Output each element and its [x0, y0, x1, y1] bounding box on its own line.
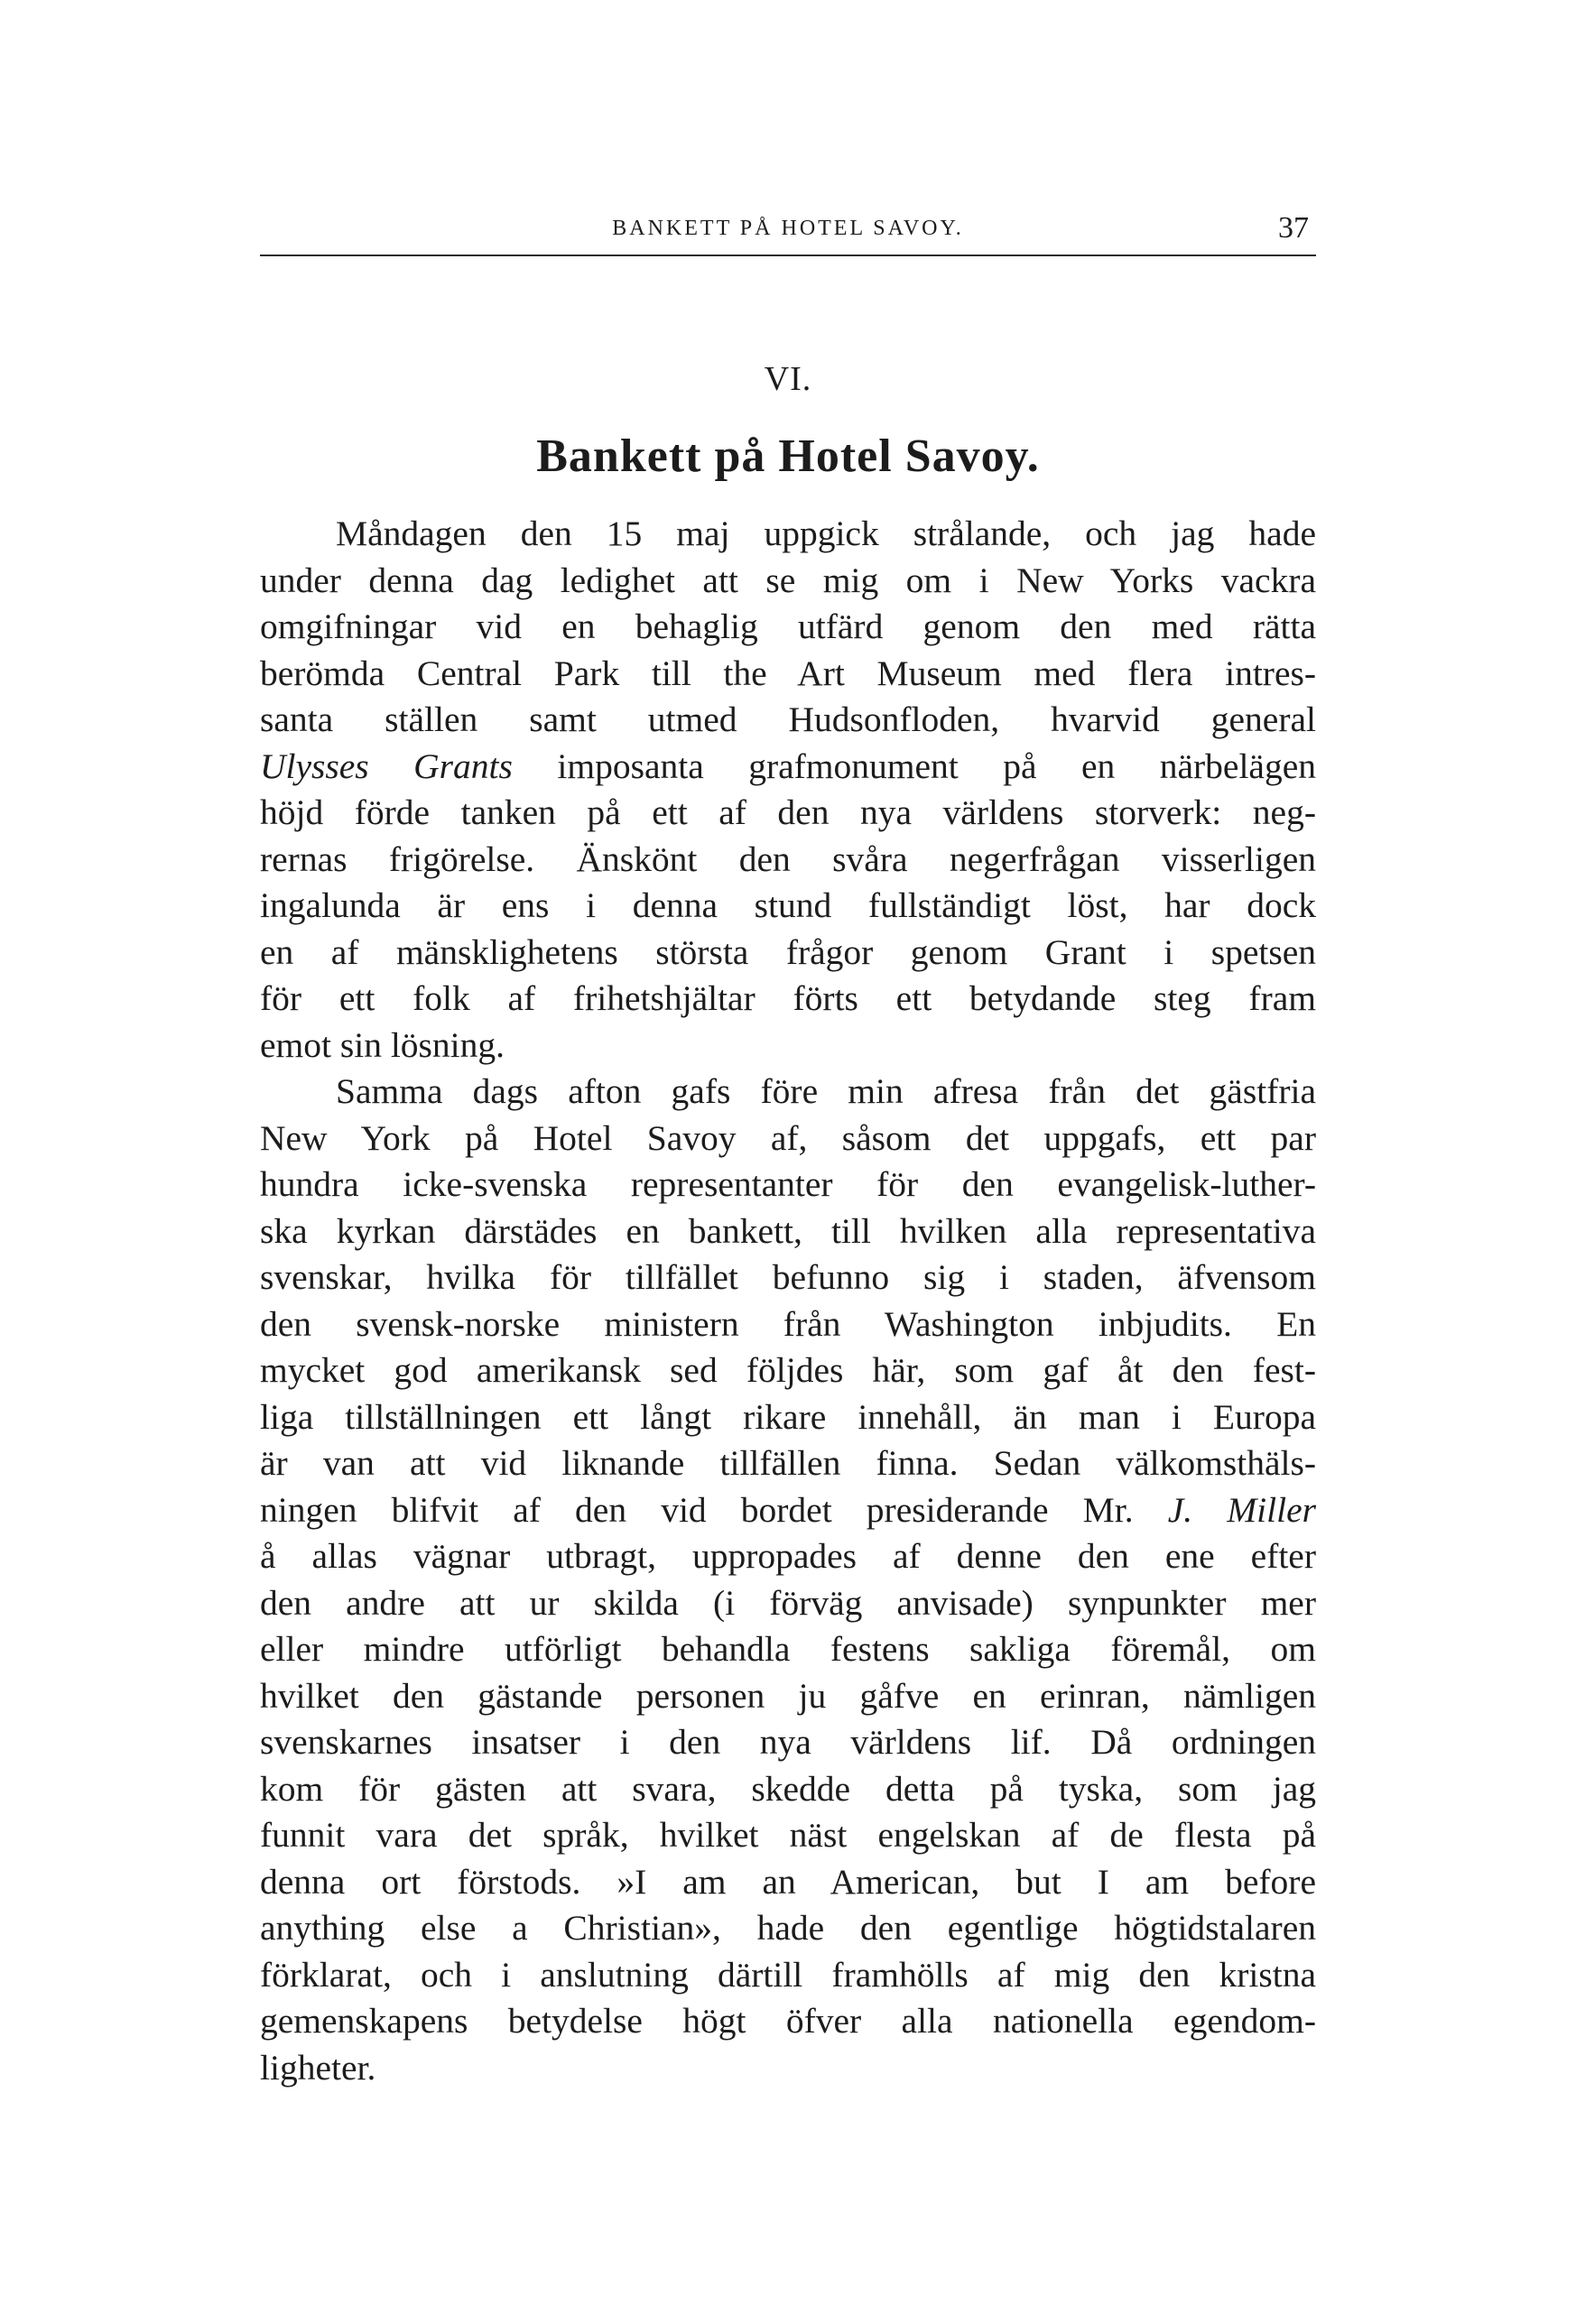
text-run: mycket god amerikansk sed följdes här, som gaf åt den fest- [260, 1350, 1316, 1390]
text-run: ska kyrkan därstädes en bankett, till hvilken alla representativa [260, 1210, 1316, 1251]
page-number: 37 [1278, 211, 1309, 245]
text-line [260, 1859, 1316, 1906]
text-line [260, 744, 1316, 791]
text-run: för ett folk af frihetshjältar förts ett betydande steg fram [260, 978, 1316, 1018]
text-run: å allas vägnar utbragt, uppropades af denne den ene efter [260, 1536, 1316, 1576]
text-run: svenskarnes insatser i den nya världens lif. Då ordningen [260, 1722, 1316, 1762]
text-line [260, 1905, 1316, 1952]
text-line [260, 1766, 1316, 1813]
text-run: emot sin lösning. [260, 1024, 505, 1065]
text-run: eller mindre utförligt behandla festens sakliga föremål, om [260, 1629, 1316, 1669]
text-line [260, 1255, 1316, 1301]
text-run: är van att vid liknande tillfällen finna. Sedan välkomsthäls- [260, 1443, 1316, 1483]
chapter-number: VI. [764, 360, 812, 398]
text-run: under denna dag ledighet att se mig om i New Yorks vackra [260, 560, 1316, 600]
text-line [260, 1116, 1316, 1162]
text-run: höjd förde tanken på ett af den nya världens storverk: neg- [260, 792, 1316, 832]
italic-text: Ulysses Grants [260, 745, 513, 786]
text-line [260, 1580, 1316, 1627]
text-run: imposanta grafmonument på en närbelägen [512, 745, 1316, 786]
text-line [260, 604, 1316, 651]
text-line [260, 1394, 1316, 1441]
text-line [260, 1533, 1316, 1580]
text-line [260, 976, 1316, 1023]
text-line [260, 1673, 1316, 1720]
text-run: Samma dags afton gafs före min afresa från det gästfria [336, 1071, 1316, 1111]
text-run: New York på Hotel Savoy af, såsom det uppgafs, ett par [260, 1117, 1316, 1158]
italic-text: J. Miller [1167, 1489, 1316, 1530]
text-line [260, 2045, 1316, 2092]
text-run: en af mänsklighetens största frågor genom Grant i spetsen [260, 931, 1316, 972]
text-line [260, 790, 1316, 837]
text-run: anything else a Christian», hade den egentlige högtidstalaren [260, 1908, 1316, 1948]
text-line [260, 1998, 1316, 2045]
text-line [260, 1208, 1316, 1255]
text-run: den svensk-norske ministern från Washington inbjudits. En [260, 1303, 1316, 1344]
text-line [260, 1626, 1316, 1673]
text-line [260, 651, 1316, 698]
paragraph [260, 1069, 1316, 2091]
chapter-title: Bankett på Hotel Savoy. [536, 431, 1040, 482]
text-line [260, 1440, 1316, 1487]
body-text [260, 511, 1316, 2091]
text-run: Måndagen den 15 maj uppgick strålande, och jag hade [336, 514, 1316, 553]
text-run: gemenskapens betydelse högt öfver alla nationella egendom- [260, 2001, 1316, 2041]
text-line [260, 1162, 1316, 1208]
text-line [260, 558, 1316, 605]
text-line [260, 837, 1316, 884]
text-run: förklarat, och i anslutning därtill framhölls af mig den kristna [260, 1954, 1316, 1995]
text-run: berömda Central Park till the Art Museum med flera intres- [260, 653, 1316, 693]
text-run: omgifningar vid en behaglig utfärd genom den med rätta [260, 606, 1316, 646]
text-line [260, 1069, 1316, 1116]
text-line [260, 697, 1316, 744]
text-line [260, 1023, 1316, 1069]
text-run: hundra icke-svenska representanter för den evangelisk-luther- [260, 1164, 1316, 1204]
text-line [260, 1952, 1316, 1999]
text-line [260, 1812, 1316, 1859]
paragraph [260, 511, 1316, 1069]
text-run: den andre att ur skilda (i förväg anvisade) synpunkter mer [260, 1582, 1316, 1623]
text-run: hvilket den gästande personen ju gåfve en erinran, nämligen [260, 1675, 1316, 1716]
text-line [260, 1347, 1316, 1394]
text-run: santa ställen samt utmed Hudsonfloden, hvarvid general [260, 699, 1316, 739]
text-run: ningen blifvit af den vid bordet presiderande Mr. [260, 1489, 1168, 1530]
text-run: ingalunda är ens i denna stund fullständigt löst, har dock [260, 885, 1316, 925]
text-run: ligheter. [260, 2047, 376, 2088]
text-run: funnit vara det språk, hvilket näst engelskan af de flesta på [260, 1815, 1316, 1855]
running-head [260, 211, 1316, 255]
running-title: BANKETT PÅ HOTEL SAVOY. [612, 217, 964, 240]
text-line [260, 1719, 1316, 1766]
text-line [260, 1301, 1316, 1348]
text-line [260, 1487, 1316, 1534]
header-rule [260, 255, 1316, 256]
text-line [260, 883, 1316, 930]
text-run: rernas frigörelse. Änskönt den svåra negerfrågan visserligen [260, 838, 1316, 879]
text-run: liga tillställningen ett långt rikare innehåll, än man i Europa [260, 1396, 1316, 1437]
text-line [260, 930, 1316, 977]
text-run: denna ort förstods. »I am an American, but I am before [260, 1861, 1316, 1902]
text-run: kom för gästen att svara, skedde detta på tyska, som jag [260, 1768, 1316, 1809]
text-line [260, 511, 1316, 558]
text-run: svenskar, hvilka för tillfället befunno sig i staden, äfvensom [260, 1257, 1316, 1297]
